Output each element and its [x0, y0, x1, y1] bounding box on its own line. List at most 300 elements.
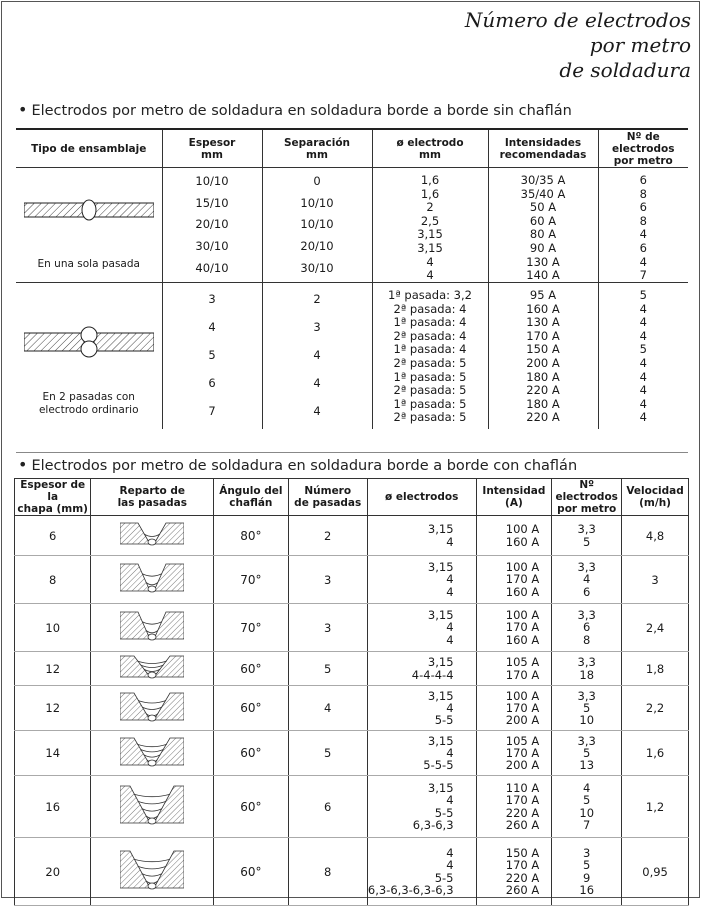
intensidad-value: 60 A [529, 213, 557, 228]
intensidad-value: 90 A [529, 240, 557, 255]
n-value: 13 [579, 758, 595, 773]
velocidad-cell [622, 776, 689, 838]
intensidad-value: 140 A [526, 268, 560, 283]
header-electrodos: ø electrodos [367, 479, 476, 516]
intensidad-value: 180 A [526, 396, 560, 411]
intensidad-value: 170 A [505, 700, 540, 715]
espesor-value: 20 [45, 864, 61, 879]
intensidad-cell [476, 516, 552, 556]
table-row [15, 556, 689, 604]
numero-value: 4 [639, 315, 647, 330]
intensidad-value: 200 A [505, 758, 540, 773]
numero-value: 5 [639, 342, 647, 357]
pass-distribution-diagram [120, 737, 184, 767]
electrodo-value: 2ª pasada: 4 [393, 301, 467, 316]
electrodo-value: 4 [426, 254, 434, 269]
n-value: 10 [579, 713, 595, 728]
pass-distribution-diagram [120, 522, 184, 546]
angulo-cell [214, 838, 288, 906]
intensidad-value: 35/40 A [520, 186, 566, 201]
intensidad-value: 260 A [505, 817, 540, 832]
electrodos-value: 3,15 [427, 733, 454, 748]
espesor-value: 30/10 [195, 239, 229, 254]
velocidad-value: 1,8 [645, 661, 665, 676]
intensidad-cell [476, 731, 552, 776]
table-row [15, 838, 689, 906]
header-espesor-chapa: Espesor de la chapa (mm) [15, 479, 91, 516]
electrodos-value: 4 [446, 534, 454, 549]
pasadas-value: 5 [324, 746, 332, 760]
numero-value: 4 [639, 254, 647, 269]
numero-cell [598, 283, 688, 429]
n-electrodos-cell [552, 776, 622, 838]
pasadas-cell [288, 686, 367, 731]
intensidad-value: 160 A [505, 584, 540, 599]
pasadas-cell [288, 556, 367, 604]
electrodo-value: 2ª pasada: 5 [393, 355, 467, 370]
n-electrodos-cell [552, 556, 622, 604]
numero-value: 4 [639, 369, 647, 384]
angulo-cell [214, 652, 288, 686]
electrodos-value: 4 [446, 858, 454, 873]
intensidad-value: 220 A [526, 410, 560, 425]
intensidad-cell [476, 652, 552, 686]
espesor-cell [15, 776, 91, 838]
electrodos-value: 4 [446, 745, 454, 760]
velocidad-cell [622, 686, 689, 731]
n-value: 3,3 [577, 522, 596, 537]
numero-value: 6 [639, 200, 647, 215]
angulo-cell [214, 556, 288, 604]
electrodos-value: 3,15 [427, 560, 454, 575]
section-1-heading [18, 100, 572, 119]
separacion-value: 20/10 [300, 239, 334, 254]
header-angulo: Ángulo del chaflán [214, 479, 288, 516]
intensidad-value: 200 A [526, 355, 560, 370]
espesor-value: 40/10 [195, 260, 229, 275]
reparto-cell [91, 652, 214, 686]
angulo-cell [214, 686, 288, 731]
title-line-1: Número de electrodos [464, 8, 691, 32]
intensidad-value: 160 A [505, 534, 540, 549]
intensidad-value: 200 A [505, 713, 540, 728]
numero-value: 7 [639, 268, 647, 283]
electrodos-value: 4 [446, 584, 454, 599]
velocidad-value: 2,4 [645, 620, 665, 635]
header-numero: Nº de electrodos por metro [598, 129, 688, 168]
single-pass-weld-diagram [24, 199, 154, 221]
pasadas-cell [288, 838, 367, 906]
pasadas-value: 8 [324, 864, 332, 879]
section-2-heading-text: Electrodos por metro de soldadura en soldadura borde a borde con chaflán [31, 458, 578, 474]
electrodos-value: 6,3-6,3-6,3-6,3 [367, 882, 454, 897]
separacion-value: 0 [313, 174, 321, 189]
n-value: 3,3 [577, 608, 596, 623]
n-value: 6 [583, 620, 591, 635]
separacion-value: 4 [313, 404, 321, 419]
title-line-2: por metro [589, 33, 691, 57]
pass-distribution-diagram [120, 692, 184, 722]
table-sin-chaflan [16, 128, 688, 429]
intensidad-value: 160 A [526, 301, 560, 316]
pass-distribution-diagram [120, 785, 184, 825]
electrodos-cell [367, 686, 476, 731]
electrodos-value: 5-5 [434, 713, 454, 728]
n-value: 5 [583, 745, 591, 760]
electrodos-value: 6,3-6,3 [412, 817, 454, 832]
numero-value: 6 [639, 173, 647, 187]
intensidad-value: 100 A [505, 688, 540, 703]
electrodo-value: 2ª pasada: 5 [393, 383, 467, 398]
header-velocidad: Velocidad (m/h) [622, 479, 689, 516]
n-value: 5 [583, 793, 591, 808]
electrodo-value: 3,15 [417, 240, 443, 255]
numero-value: 4 [639, 227, 647, 242]
intensidad-value: 110 A [505, 781, 540, 796]
velocidad-value: 0,95 [642, 864, 668, 879]
electrodo-value: 2ª pasada: 4 [393, 328, 467, 343]
table-row [15, 731, 689, 776]
n-value: 3,3 [577, 733, 596, 748]
velocidad-cell [622, 652, 689, 686]
electrodo-value: 1ª pasada: 4 [393, 342, 467, 357]
assembly-label-single: En una sola pasada [37, 258, 140, 270]
intensidad-value: 160 A [505, 632, 540, 647]
intensidad-value: 170 A [505, 667, 540, 682]
n-value: 8 [583, 632, 591, 647]
electrodo-value: 4 [426, 268, 434, 283]
angulo-cell [214, 731, 288, 776]
intensidad-value: 105 A [505, 733, 540, 748]
espesor-value: 10/10 [195, 174, 229, 189]
numero-cell [598, 168, 688, 283]
intensidad-value: 170 A [505, 793, 540, 808]
pasadas-value: 4 [324, 701, 332, 715]
electrodos-cell [367, 516, 476, 556]
header-tipo: Tipo de ensamblaje [16, 129, 162, 168]
espesor-value: 5 [208, 348, 216, 363]
intensidad-cell [476, 838, 552, 906]
espesor-value: 20/10 [195, 217, 229, 232]
angulo-value: 60° [240, 799, 262, 814]
angulo-value: 60° [240, 864, 262, 879]
n-value: 5 [583, 534, 591, 549]
espesor-value: 7 [208, 404, 216, 419]
header-espesor: Espesor mm [162, 129, 262, 168]
electrodo-value: 1ª pasada: 3,2 [388, 288, 472, 302]
espesor-cell [162, 283, 262, 429]
intensidad-value: 95 A [529, 288, 557, 302]
espesor-cell [15, 556, 91, 604]
angulo-value: 70° [240, 620, 262, 635]
electrodos-value: 5-5 [434, 870, 454, 885]
electrodo-value: 2 [426, 200, 434, 215]
header-intensidades: Intensidades recomendadas [488, 129, 598, 168]
espesor-cell [15, 604, 91, 652]
intensidad-value: 130 A [526, 315, 560, 330]
intensidad-value: 80 A [529, 227, 557, 242]
intensidad-value: 150 A [526, 342, 560, 357]
pasadas-value: 3 [324, 572, 332, 587]
table-row [15, 516, 689, 556]
separacion-value: 10/10 [300, 217, 334, 232]
velocidad-value: 4,8 [645, 528, 665, 543]
numero-value: 4 [639, 396, 647, 411]
n-value: 4 [583, 572, 591, 587]
electrodo-cell [372, 283, 488, 429]
espesor-value: 6 [208, 376, 216, 391]
electrodos-value: 3,15 [427, 608, 454, 623]
n-value: 3 [583, 846, 591, 861]
velocidad-cell [622, 516, 689, 556]
n-value: 18 [579, 667, 595, 682]
pass-distribution-diagram [120, 850, 184, 890]
intensidad-value: 220 A [526, 383, 560, 398]
numero-value: 5 [639, 288, 647, 302]
separacion-cell [262, 283, 372, 429]
separacion-value: 30/10 [300, 260, 334, 275]
intensidad-value: 170 A [505, 745, 540, 760]
intensidad-value: 170 A [526, 328, 560, 343]
numero-value: 8 [639, 186, 647, 201]
intensidad-value: 100 A [505, 560, 540, 575]
n-electrodos-cell [552, 604, 622, 652]
n-electrodos-cell [552, 686, 622, 731]
velocidad-cell [622, 556, 689, 604]
pasadas-value: 5 [324, 661, 332, 676]
espesor-value: 6 [49, 528, 57, 543]
n-value: 9 [583, 870, 591, 885]
espesor-value: 8 [49, 572, 57, 587]
numero-value: 6 [639, 240, 647, 255]
espesor-cell [15, 838, 91, 906]
electrodo-value: 1,6 [420, 186, 440, 201]
electrodo-cell [372, 168, 488, 283]
pasadas-cell [288, 652, 367, 686]
header-electrodo: ø electrodo mm [372, 129, 488, 168]
intensidad-cell [476, 776, 552, 838]
pasadas-cell [288, 604, 367, 652]
intensidad-cell [476, 556, 552, 604]
table-row [15, 604, 689, 652]
espesor-value: 16 [45, 799, 61, 814]
electrodos-value: 4 [446, 793, 454, 808]
table-row-group-1 [16, 168, 688, 283]
espesor-value: 12 [45, 701, 61, 715]
intensidad-value: 105 A [505, 655, 540, 670]
n-value: 16 [579, 882, 595, 897]
espesor-cell [15, 686, 91, 731]
electrodos-cell [367, 556, 476, 604]
electrodos-value: 3,15 [427, 688, 454, 703]
intensidad-value: 170 A [505, 620, 540, 635]
electrodos-value: 3,15 [427, 522, 454, 537]
header-numero-pasadas: Número de pasadas [288, 479, 367, 516]
n-value: 5 [583, 858, 591, 873]
intensidad-cell [488, 168, 598, 283]
electrodos-value: 4 [446, 632, 454, 647]
numero-value: 4 [639, 328, 647, 343]
bullet-icon: • [18, 455, 28, 474]
electrodo-value: 1,6 [420, 173, 440, 187]
section-2-heading [18, 455, 577, 474]
assembly-two-pass [16, 283, 162, 429]
espesor-value: 3 [208, 292, 216, 307]
numero-value: 4 [639, 355, 647, 370]
reparto-cell [91, 604, 214, 652]
angulo-value: 80° [240, 528, 262, 543]
electrodo-value: 2,5 [420, 213, 440, 228]
angulo-value: 60° [240, 701, 262, 715]
n-value: 6 [583, 584, 591, 599]
electrodo-value: 1ª pasada: 5 [393, 369, 467, 384]
angulo-cell [214, 604, 288, 652]
n-value: 3,3 [577, 655, 596, 670]
velocidad-value: 1,2 [645, 799, 665, 814]
pass-distribution-diagram [120, 611, 184, 641]
electrodos-value: 3,15 [427, 781, 454, 796]
pasadas-cell [288, 731, 367, 776]
separacion-value: 10/10 [300, 195, 334, 210]
n-electrodos-cell [552, 838, 622, 906]
angulo-value: 60° [240, 661, 262, 676]
numero-value: 4 [639, 410, 647, 425]
pass-distribution-diagram [120, 655, 184, 679]
reparto-cell [91, 516, 214, 556]
pass-distribution-diagram [120, 563, 184, 593]
assembly-single-pass [16, 168, 162, 283]
reparto-cell [91, 556, 214, 604]
angulo-value: 70° [240, 572, 262, 587]
electrodos-cell [367, 604, 476, 652]
numero-value: 8 [639, 213, 647, 228]
section-1-heading-text: Electrodos por metro de soldadura en soldadura borde a borde sin chaflán [31, 103, 572, 119]
electrodos-value: 4 [446, 572, 454, 587]
angulo-cell [214, 776, 288, 838]
electrodo-value: 2ª pasada: 5 [393, 410, 467, 425]
intensidad-value: 170 A [505, 858, 540, 873]
separacion-value: 3 [313, 320, 321, 335]
espesor-cell [15, 652, 91, 686]
espesor-cell [15, 516, 91, 556]
espesor-value: 10 [45, 620, 61, 635]
reparto-cell [91, 776, 214, 838]
intensidad-cell [476, 604, 552, 652]
header-n-electrodos: Nº electrodos por metro [552, 479, 622, 516]
electrodos-value: 3,15 [427, 655, 454, 670]
velocidad-value: 1,6 [645, 746, 665, 760]
intensidad-cell [488, 283, 598, 429]
electrodos-value: 4 [446, 700, 454, 715]
electrodos-value: 5-5-5 [423, 758, 454, 773]
velocidad-value: 3 [651, 572, 659, 587]
separacion-value: 4 [313, 348, 321, 363]
electrodos-value: 5-5 [434, 805, 454, 820]
n-electrodos-cell [552, 516, 622, 556]
velocidad-value: 2,2 [645, 701, 665, 715]
angulo-cell [214, 516, 288, 556]
espesor-value: 15/10 [195, 195, 229, 210]
numero-value: 4 [639, 301, 647, 316]
reparto-cell [91, 731, 214, 776]
n-value: 10 [579, 805, 595, 820]
table-row [15, 652, 689, 686]
n-value: 3,3 [577, 560, 596, 575]
espesor-value: 14 [45, 746, 61, 760]
intensidad-value: 100 A [505, 608, 540, 623]
n-value: 3,3 [577, 688, 596, 703]
espesor-value: 4 [208, 320, 216, 335]
intensidad-value: 170 A [505, 572, 540, 587]
table-row [15, 686, 689, 731]
electrodos-cell [367, 731, 476, 776]
intensidad-value: 220 A [505, 805, 540, 820]
n-value: 4 [583, 781, 591, 796]
numero-value: 4 [639, 383, 647, 398]
electrodos-cell [367, 838, 476, 906]
electrodo-value: 1ª pasada: 4 [393, 315, 467, 330]
intensidad-value: 260 A [505, 882, 540, 897]
electrodos-value: 4 [446, 846, 454, 861]
reparto-cell [91, 686, 214, 731]
header-reparto: Reparto de las pasadas [91, 479, 214, 516]
reparto-cell [91, 838, 214, 906]
intensidad-value: 180 A [526, 369, 560, 384]
table-header-row [16, 129, 688, 168]
bullet-icon: • [18, 100, 28, 119]
n-electrodos-cell [552, 731, 622, 776]
pasadas-value: 6 [324, 799, 332, 814]
table-con-chaflan [14, 478, 689, 906]
espesor-cell [15, 731, 91, 776]
separacion-value: 4 [313, 376, 321, 391]
table-header-row [15, 479, 689, 516]
pasadas-value: 3 [324, 620, 332, 635]
intensidad-value: 50 A [529, 200, 557, 215]
separacion-value: 2 [313, 292, 321, 307]
velocidad-cell [622, 838, 689, 906]
electrodos-cell [367, 776, 476, 838]
assembly-label-two-pass: En 2 pasadas con electrodo ordinario [38, 391, 139, 416]
n-value: 7 [583, 817, 591, 832]
title-line-3: de soldadura [559, 58, 691, 82]
page-title [465, 8, 691, 83]
intensidad-value: 100 A [505, 522, 540, 537]
intensidad-value: 130 A [526, 254, 560, 269]
electrodo-value: 3,15 [417, 227, 443, 242]
electrodos-value: 4 [446, 620, 454, 635]
two-pass-weld-diagram [24, 325, 154, 359]
pasadas-cell [288, 516, 367, 556]
espesor-value: 12 [45, 661, 61, 676]
table-row-group-2 [16, 283, 688, 429]
table-row [15, 776, 689, 838]
pasadas-cell [288, 776, 367, 838]
separacion-cell [262, 168, 372, 283]
header-intensidad: Intensidad (A) [476, 479, 552, 516]
electrodos-value: 4-4-4-4 [411, 667, 454, 682]
velocidad-cell [622, 604, 689, 652]
pasadas-value: 2 [324, 528, 332, 543]
header-separacion: Separación mm [262, 129, 372, 168]
electrodo-value: 1ª pasada: 5 [393, 396, 467, 411]
intensidad-value: 30/35 A [520, 173, 566, 187]
espesor-cell [162, 168, 262, 283]
n-electrodos-cell [552, 652, 622, 686]
n-value: 5 [583, 700, 591, 715]
angulo-value: 60° [240, 746, 262, 760]
intensidad-value: 150 A [505, 846, 540, 861]
